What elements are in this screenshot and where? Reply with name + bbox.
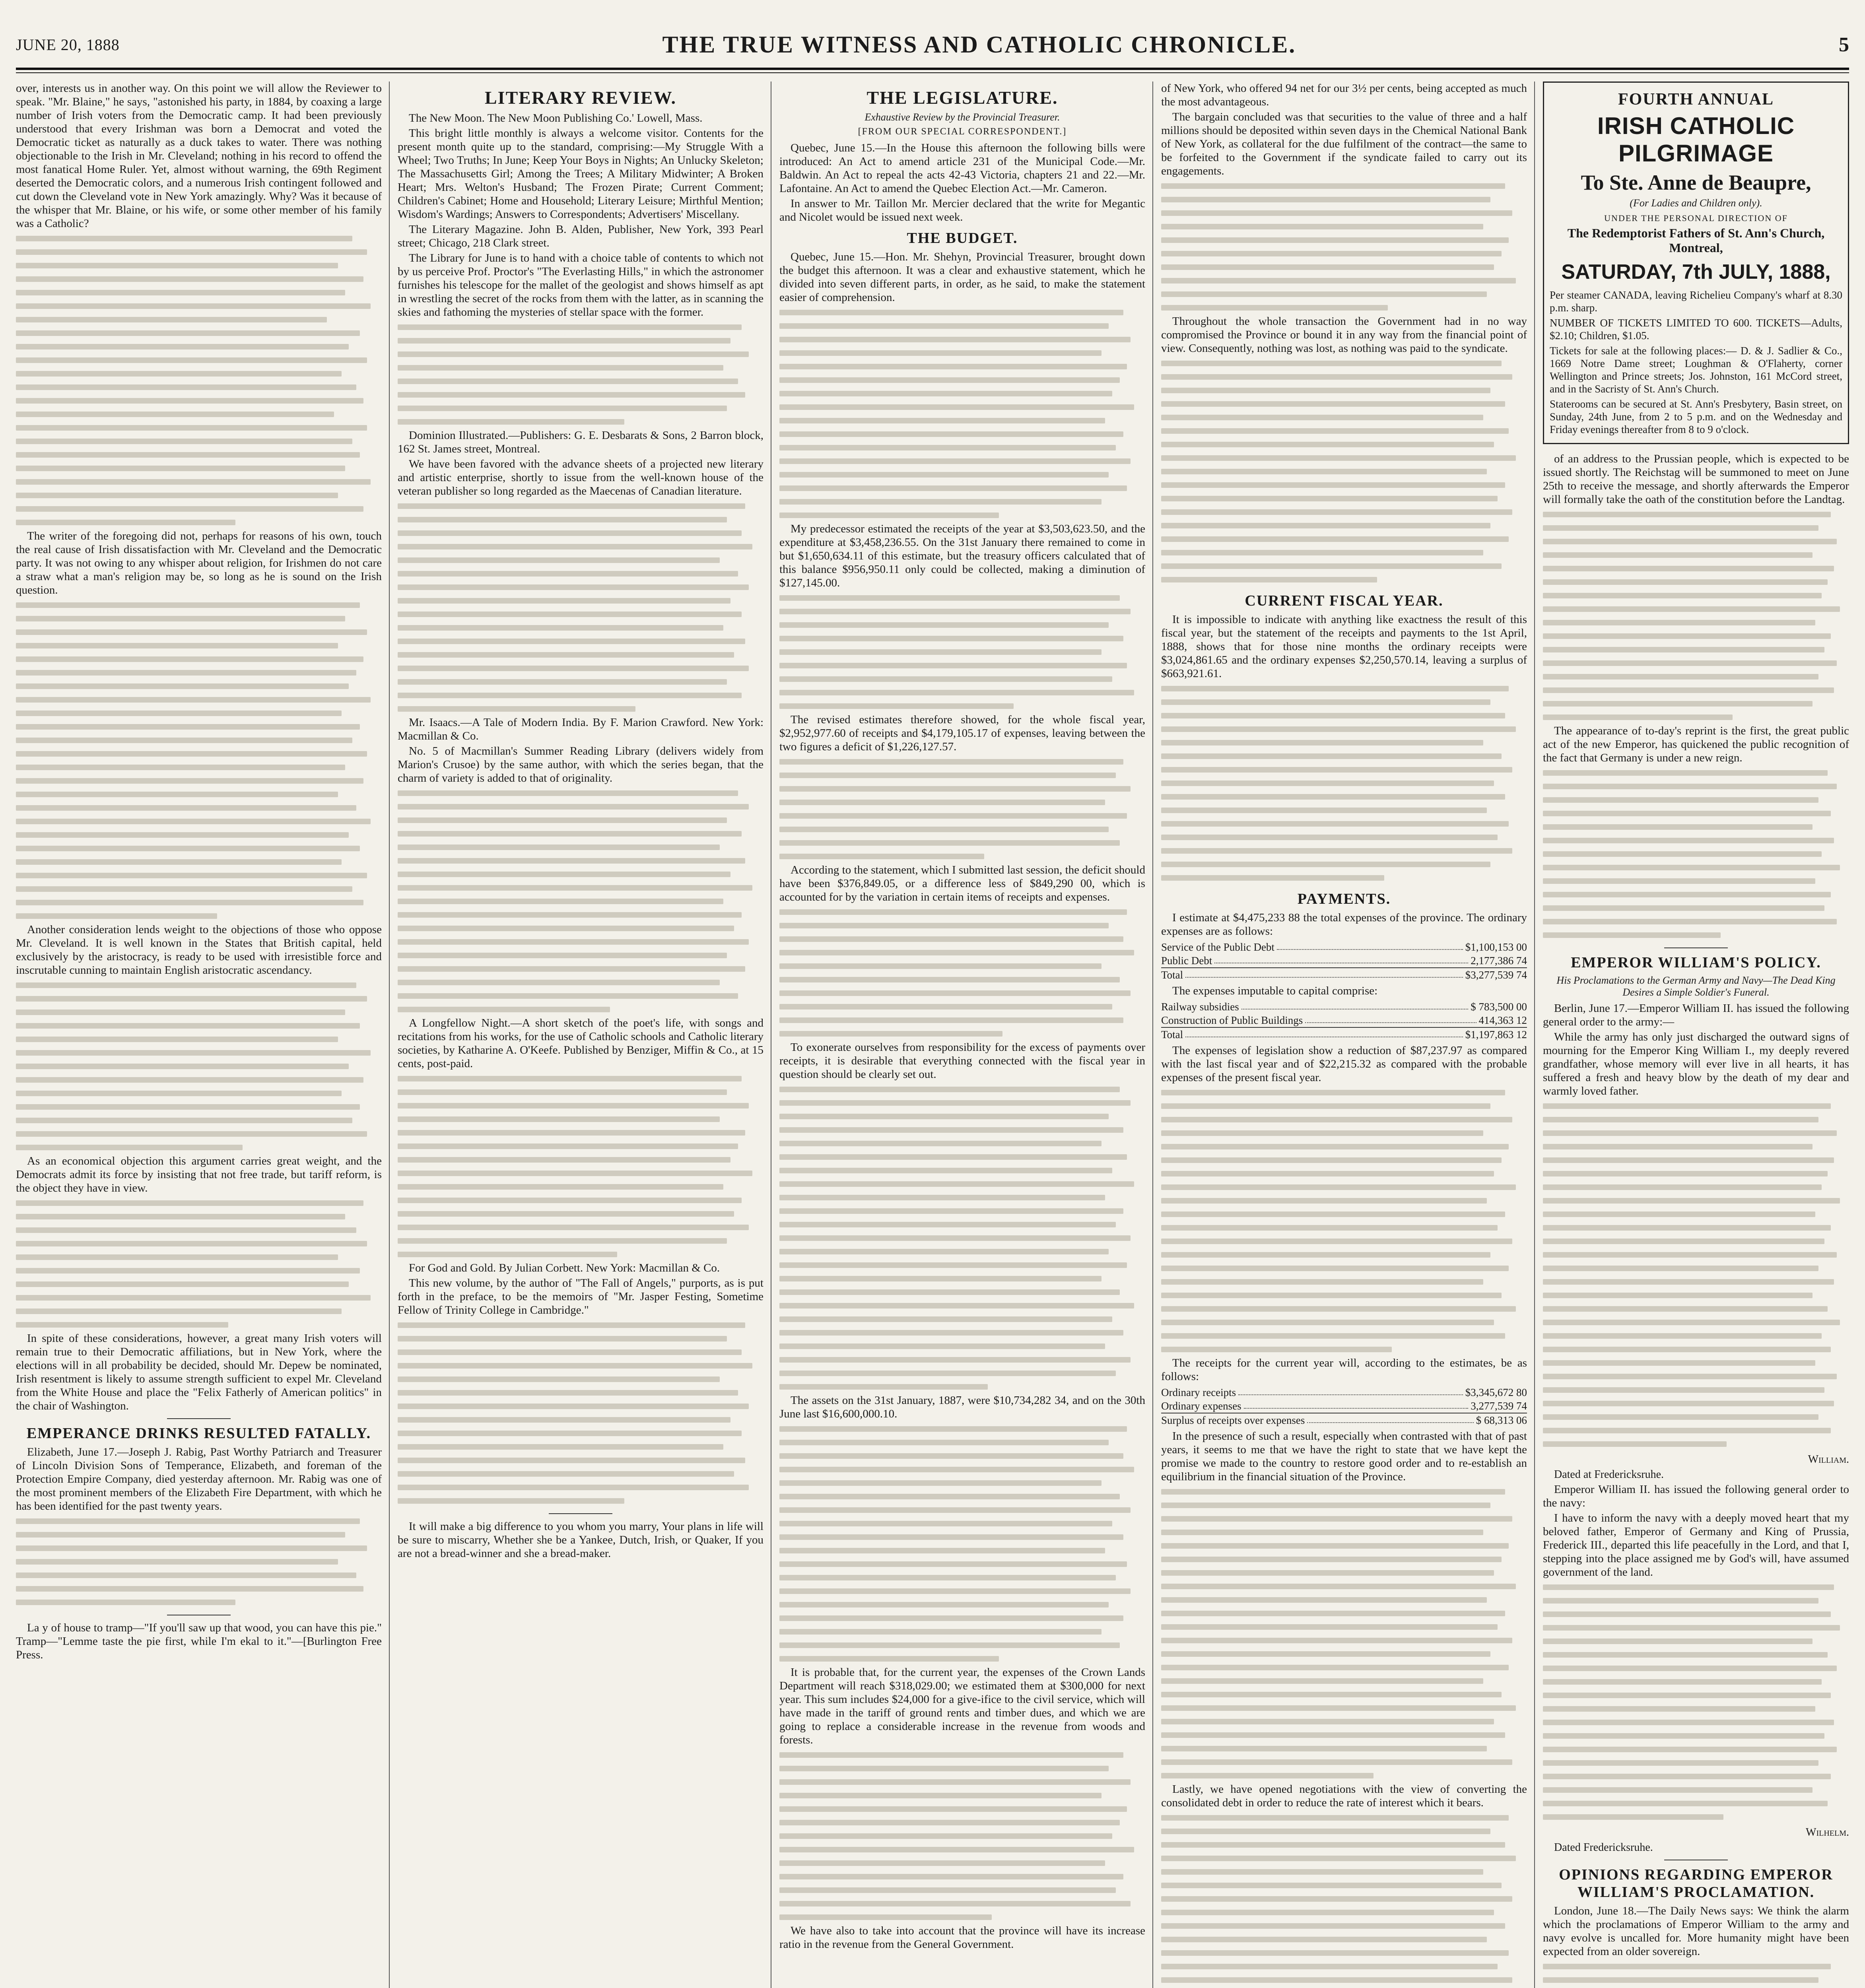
article-paragraph: Mr. Isaacs.—A Tale of Modern India. By F. Marion Crawford. New York: Macmillan & Co. — [398, 716, 763, 742]
article-paragraph: La y of house to tramp—"If you'll saw up that wood, you can have this pie." Tramp—"Lemme taste the pie first, while I'm ekal to it."—[Burlington Free Press. — [16, 1621, 382, 1661]
row-label: Railway subsidies — [1161, 1001, 1239, 1013]
total-label: Total — [1161, 969, 1183, 981]
article-paragraph: London, June 18.—The Daily News says: We think the alarm which the proclamations of Emperor William to the army and navy evolve is uncalled for. More humanity might have been expected from an older sovereign. — [1543, 1905, 1849, 1958]
table-row — [1161, 1386, 1527, 1399]
article-paragraph: In the presence of such a result, especially when contrasted with that of past years, it seems to me that we have the right to state that we have kept the promise we made to the country to restore good order and to re-establish an equilibrium in the financial situation of the Province. — [1161, 1430, 1527, 1483]
article-paragraph: In spite of these considerations, however, a great many Irish voters will remain true to their Democratic affiliations, but in New York, where the elections will in all probability be decided, should Mr. Depew be nominated, Irish resentment is likely to assume strength sufficient to expel Mr. Cleveland from the White House and place the "Felix Fatherly of American politics" in the chair of Washington. — [16, 1332, 382, 1412]
article-paragraph: The Library for June is to hand with a choice table of contents to which not by us perceive Prof. Proctor's "The Everlasting Hills," in which the astronomer furnishes his telescope for the mallet of the geologist and shows himself as apt in wrestling the secret of the rocks from them with the latter, as in scanning the skies and fathoming the mysteries of stellar space with the former. — [398, 252, 763, 318]
article-paragraph: In answer to Mr. Taillon Mr. Mercier declared that the write for Megantic and Nicolet would be issued next week. — [779, 197, 1145, 223]
section-headline-budget: THE BUDGET. — [907, 230, 1018, 247]
table-total-row — [1161, 1027, 1527, 1041]
row-label: Service of the Public Debt — [1161, 941, 1274, 953]
row-label: Construction of Public Buildings — [1161, 1014, 1303, 1026]
article-paragraph: No. 5 of Macmillan's Summer Reading Library (delivers widely from Marion's Crusoe) by the same author, with which the series began, that the charm of variety is added to that of originality. — [398, 745, 763, 784]
signature: William. — [1808, 1453, 1849, 1466]
table-total-row — [1161, 1413, 1527, 1427]
ad-paragraph: Staterooms can be secured at St. Ann's Presbytery, Basin street, on Sunday, 24th June, from 2 to 5 p.m. and on the Wednesday and Friday evenings thereafter from 8 to 9 o'clock. — [1550, 398, 1842, 435]
article-paragraph: It is probable that, for the current year, the expenses of the Crown Lands Department will reach $318,029.00; we estimated them at $300,000 for next year. This sum includes $24,000 for a give-ifice to the civil service, which will have made in the tariff of ground rents and timber dues, and which we are going to replace a considerable increase in the revenue from woods and forests. — [779, 1666, 1145, 1746]
article-subheading: Exhaustive Review by the Provincial Treasurer. — [865, 111, 1060, 123]
article-paragraph: Another consideration lends weight to the objections of those who oppose Mr. Cleveland. It is well known in the States that British capital, held exclusively by the aristocracy, is ready to be used with irresistible force and inscrutable cunning to maintain English aristocratic ascendancy. — [16, 923, 382, 977]
issue-date: JUNE 20, 1888 — [16, 35, 120, 54]
leader-dots — [1214, 954, 1468, 963]
ad-organizer: The Redemptorist Fathers of St. Ann's Church, Montreal, — [1567, 226, 1825, 255]
ad-paragraph: Tickets for sale at the following places:— D. & J. Sadlier & Co., 1669 Notre Dame street; Loughman & O'Flaherty, corner Wellington and Prince streets; Jos. Johnston, 161 McCord street, and in the Sacristy of St. Ann's Church. — [1550, 345, 1842, 395]
leader-dots — [1185, 968, 1463, 978]
row-label: Ordinary receipts — [1161, 1386, 1236, 1398]
masthead-rule-thin — [16, 72, 1849, 73]
article-paragraph: over, interests us in another way. On this point we will allow the Reviewer to speak. "Mr. Blaine," he says, "astonished his party, in 1884, by coaxing a large number of Irish voters from the Democratic camp. It had been previously understood that every Irishman was born a Democrat and voted the Democratic ticket as naturally as a duck takes to water. There was nothing objectionable to the Irish in Mr. Cleveland; nothing in his record to offend the most fanatical Home Ruler. Yet, almost without warning, the 69th Regiment deserted the Democratic colors, and a numerous Irish contingent followed and cut down the Cleveland vote in New York amazingly. Why? Was it because of the whisper that Mr. Blaine, or his wife, or some other member of his family was a Catholic? — [16, 82, 382, 230]
article-paragraph: A Longfellow Night.—A short sketch of the poet's life, with songs and recitations from his works, for the use of Catholic schools and Catholic literary societies, by Katharine A. O'Keefe. Published by Benziger, Miffin & Co., at 15 cents, post-paid. — [398, 1017, 763, 1070]
row-value: 3,277,539 74 — [1471, 1400, 1527, 1412]
row-label: Ordinary expenses — [1161, 1400, 1241, 1412]
leader-dots — [1307, 1413, 1473, 1423]
article-paragraph: To exonerate ourselves from responsibility for the excess of payments over receipts, it is desirable that everything connected with the fiscal year in question should be clearly set out. — [779, 1041, 1145, 1081]
ordinary-expenses-table — [1161, 940, 1527, 982]
table-row — [1161, 954, 1527, 967]
total-value: $1,197,863 12 — [1465, 1029, 1527, 1041]
article-paragraph: The New Moon. The New Moon Publishing Co.' Lowell, Mass. — [409, 112, 703, 124]
ad-direction-label: UNDER THE PERSONAL DIRECTION OF — [1604, 213, 1788, 223]
column-1 — [16, 82, 382, 1988]
table-row — [1161, 940, 1527, 954]
column-2 — [398, 82, 763, 1988]
article-paragraph: The appearance of to-day's reprint is the first, the great public act of the new Emperor, has quickened the public recognition of the fact that Germany is under a new reign. — [1543, 724, 1849, 764]
total-label: Total — [1161, 1029, 1183, 1041]
article-paragraph: While the army has only just discharged the outward signs of mourning for the Emperor King William I., my deeply revered grandfather, whose memory will ever live in all hearts, it has suffered a fresh and heavy blow by the death of my dear and warmly loved father. — [1543, 1031, 1849, 1097]
signature: Wilhelm. — [1806, 1826, 1849, 1839]
article-paragraph: The bargain concluded was that securities to the value of three and a half millions should be deposited within seven days in the Chemical National Bank of New York, as collateral for the due fulfilment of the contract—the same to be forfeited to the Government if the syndicate failed to carry out its engagements. — [1161, 111, 1527, 177]
table-row — [1161, 1013, 1527, 1027]
article-headline: EMPERANCE DRINKS RESULTED FATALLY. — [26, 1425, 371, 1442]
article-paragraph: Elizabeth, June 17.—Joseph J. Rabig, Past Worthy Patriarch and Treasurer of Lincoln Division Sons of Temperance, Elizabeth, and foreman of the Protection Empire Company, died yesterday afternoon. Mr. Rabig was one of the most prominent members of the Elizabeth Fire Department, with which he has been identified for the past twenty years. — [16, 1446, 382, 1512]
article-paragraph: Lastly, we have opened negotiations with the view of converting the consolidated debt in order to reduce the rate of interest which it bears. — [1161, 1783, 1527, 1809]
article-paragraph: We have been favored with the advance sheets of a projected new literary and artistic enterprise, shortly to issue from the well-known house of the veteran publisher so long regarded as the Maecenas of Canadian literature. — [398, 458, 763, 497]
newspaper-title: THE TRUE WITNESS AND CATHOLIC CHRONICLE. — [662, 31, 1296, 58]
article-paragraph: We have also to take into account that the province will have its increase ratio in the revenue from the General Government. — [779, 1924, 1145, 1951]
article-paragraph: Throughout the whole transaction the Government had in no way compromised the Province or bound it in any way from the financial point of view. Consequently, nothing was lost, as nothing was paid to the syndicate. — [1161, 315, 1527, 355]
article-paragraph: The expenses imputable to capital comprise: — [1172, 984, 1378, 997]
leader-dots — [1238, 1386, 1463, 1395]
section-divider — [549, 1513, 612, 1514]
column-divider — [1152, 82, 1153, 1988]
article-paragraph: It is impossible to indicate with anything like exactness the result of this fiscal year, but the statement of the receipts and payments to the 1st April, 1888, shows that for those nine months the ordinary receipts were $3,024,861.65 and the ordinary expenses $2,250,570.14, leaving a surplus of $663,921.61. — [1161, 613, 1527, 680]
correspondent-line: [FROM OUR SPECIAL CORRESPONDENT.] — [858, 126, 1067, 137]
article-paragraph: Quebec, June 15.—Hon. Mr. Shehyn, Provincial Treasurer, brought down the budget this afternoon. It was a clear and exhaustive statement, which he divided into seven different parts, in order, as he said, to make the statement easier of comprehension. — [779, 250, 1145, 304]
dateline: Dated Fredericksruhe. — [1554, 1841, 1653, 1854]
article-paragraph: The Literary Magazine. John B. Alden, Publisher, New York, 393 Pearl street; Chicago, 218 Clark street. — [398, 223, 763, 249]
article-paragraph: of an address to the Prussian people, which is expected to be issued shortly. The Reichstag will be summoned to meet on June 25th to receive the message, and shortly afterwards the Emperor will formally take the oath of the constitution before the Landtag. — [1543, 452, 1849, 506]
article-paragraph: I have to inform the navy with a deeply moved heart that my beloved father, Emperor of Germany and King of Prussia, Frederick III., departed this life peacefully in the Lord, and that I, stepping into the place assigned me by God's will, have assumed government of the land. — [1543, 1512, 1849, 1578]
ad-note: (For Ladies and Children only). — [1630, 197, 1762, 209]
pilgrimage-advertisement — [1543, 82, 1849, 444]
leader-dots — [1244, 1399, 1469, 1409]
column-3 — [779, 82, 1145, 1988]
section-headline-opinions: OPINIONS REGARDING EMPEROR WILLIAM'S PROCLAMATION. — [1559, 1866, 1833, 1901]
section-headline-current-fiscal-year: CURRENT FISCAL YEAR. — [1245, 592, 1443, 609]
article-paragraph: The expenses of legislation show a reduction of $87,237.97 as compared with the last fiscal year and of $22,215.32 as compared with the probable expenses of the present fiscal year. — [1161, 1044, 1527, 1084]
article-paragraph: Emperor William II. has issued the following general order to the navy: — [1543, 1483, 1849, 1509]
article-paragraph: I estimate at $4,475,233 88 the total expenses of the province. The ordinary expenses are as follows: — [1161, 911, 1527, 938]
column-divider — [1534, 82, 1535, 1988]
leader-dots — [1185, 1028, 1463, 1037]
article-paragraph: According to the statement, which I submitted last session, the deficit should have been $376,849.05, or a difference less of $849,290 00, which is accounted for by the variation in certain items of receipts and expenses. — [779, 864, 1145, 903]
row-value: 2,177,386 74 — [1471, 955, 1527, 967]
ad-destination: To Ste. Anne de Beaupre, — [1581, 171, 1811, 194]
dateline: Dated at Fredericksruhe. — [1554, 1468, 1664, 1481]
section-headline-literary-review: LITERARY REVIEW. — [485, 87, 676, 108]
article-paragraph: Berlin, June 17.—Emperor William II. has issued the following general order to the army:— — [1543, 1002, 1849, 1028]
table-total-row — [1161, 967, 1527, 982]
row-label: Public Debt — [1161, 955, 1212, 967]
row-value: $1,100,153 00 — [1465, 941, 1527, 953]
article-paragraph: The writer of the foregoing did not, perhaps for reasons of his own, touch the real cause of Irish dissatisfaction with Mr. Cleveland and the Democratic party. It was not owing to any whisper about religion, for Irishmen do not care a straw what a man's religion may be, so long as he is sound on the Irish question. — [16, 530, 382, 596]
table-row — [1161, 1000, 1527, 1013]
section-headline-payments: PAYMENTS. — [1297, 891, 1391, 907]
ad-date: SATURDAY, 7th JULY, 1888, — [1561, 260, 1831, 283]
capital-expenses-table — [1161, 1000, 1527, 1041]
section-divider — [167, 1418, 231, 1419]
section-headline-legislature: THE LEGISLATURE. — [866, 87, 1058, 108]
article-paragraph: As an economical objection this argument carries great weight, and the Democrats admit its force by insisting that not free trade, but tariff reform, is the object they have in view. — [16, 1155, 382, 1194]
article-paragraph: This bright little monthly is always a welcome visitor. Contents for the present month quite up to the standard, comprising:—My Struggle With a Wheel; Two Truths; In June; Keep Your Boys in Nights; An Unlucky Skeleton; The Massachusetts Girl; Among the Trees; A Military Midwinter; A Broken Heart; Mrs. Welton's Husband; The Frozen Pirate; Current Comment; Children's Cabinet; Home and Household; Literary Leisure; Mirthful Mention; Wisdom's Wardings; Answers to Correspondents; Advertisers' Miscellany. — [398, 127, 763, 221]
row-value: $ 783,500 00 — [1471, 1001, 1527, 1013]
masthead-rule — [16, 68, 1849, 70]
ad-heading: FOURTH ANNUAL — [1618, 90, 1774, 109]
page-number: 5 — [1838, 33, 1849, 56]
total-value: $3,277,539 74 — [1465, 969, 1527, 981]
table-row — [1161, 1399, 1527, 1413]
leader-dots — [1305, 1013, 1476, 1023]
article-paragraph: of New York, who offered 94 net for our 3½ per cents, being accepted as much the most advantageous. — [1161, 82, 1527, 108]
article-paragraph: The receipts for the current year will, according to the estimates, be as follows: — [1161, 1357, 1527, 1383]
article-paragraph: Dominion Illustrated.—Publishers: G. E. Desbarats & Sons, 2 Barron block, 162 St. James street, Montreal. — [398, 429, 763, 455]
article-paragraph: It will make a big difference to you whom you marry, Your plans in life will be sure to miscarry, Whether she be a Yankee, Dutch, Irish, or Quaker, If you are not a bread-winner and she a bread-maker. — [398, 1520, 763, 1560]
row-value: 414,363 12 — [1478, 1014, 1527, 1026]
article-paragraph: This new volume, by the author of "The Fall of Angels," purports, as is put forth in the preface, to be the memoirs of "Mr. Jasper Festing, Sometime Fellow of Trinity College in Cambridge." — [398, 1277, 763, 1316]
article-paragraph: For God and Gold. By Julian Corbett. New York: Macmillan & Co. — [409, 1262, 720, 1274]
article-paragraph: The revised estimates therefore showed, for the whole fiscal year, $2,952,977.60 of receipts and $4,179,105.17 of expenses, leaving between the two figures a deficit of $1,226,127.57. — [779, 713, 1145, 753]
article-subheading: His Proclamations to the German Army and Navy—The Dead King Desires a Simple Soldier's Funeral. — [1556, 975, 1836, 998]
article-paragraph: The assets on the 31st January, 1887, were $10,734,282 34, and on the 30th June last $16,600,000.10. — [779, 1394, 1145, 1420]
column-4 — [1161, 82, 1527, 1988]
section-divider — [1664, 947, 1728, 948]
column-5 — [1543, 82, 1849, 1988]
article-paragraph: My predecessor estimated the receipts of the year at $3,503,623.50, and the expenditure at $3,458,236.55. On the 31st January there remained to come in but $1,650,634.11 of this estimate, but the treasury officers calculated that of this balance $956,950.11 only could be collected, making a diminution of $127,145.00. — [779, 522, 1145, 589]
row-value: $3,345,672 80 — [1465, 1386, 1527, 1398]
ad-title: IRISH CATHOLIC PILGRIMAGE — [1597, 113, 1795, 167]
total-value: $ 68,313 06 — [1476, 1414, 1527, 1426]
ad-paragraph: NUMBER OF TICKETS LIMITED TO 600. TICKETS—Adults, $2.10; Children, $1.05. — [1550, 317, 1842, 342]
article-paragraph: Quebec, June 15.—In the House this afternoon the following bills were introduced: An Act to amend article 231 of the Municipal Code.—Mr. Baldwin. An Act to repeal the acts 42-43 Victoria, chapters 21 and 22.—Mr. Lafontaine. An Act to amend the Quebec Election Act.—Mr. Cameron. — [779, 142, 1145, 195]
masthead — [16, 21, 1849, 68]
ad-paragraph: Per steamer CANADA, leaving Richelieu Company's wharf at 8.30 p.m. sharp. — [1550, 289, 1842, 314]
surplus-table — [1161, 1386, 1527, 1427]
leader-dots — [1241, 1000, 1469, 1010]
column-divider — [389, 82, 390, 1988]
leader-dots — [1277, 940, 1463, 950]
section-headline-emperor-policy: EMPEROR WILLIAM'S POLICY. — [1571, 954, 1821, 971]
total-label: Surplus of receipts over expenses — [1161, 1414, 1305, 1426]
